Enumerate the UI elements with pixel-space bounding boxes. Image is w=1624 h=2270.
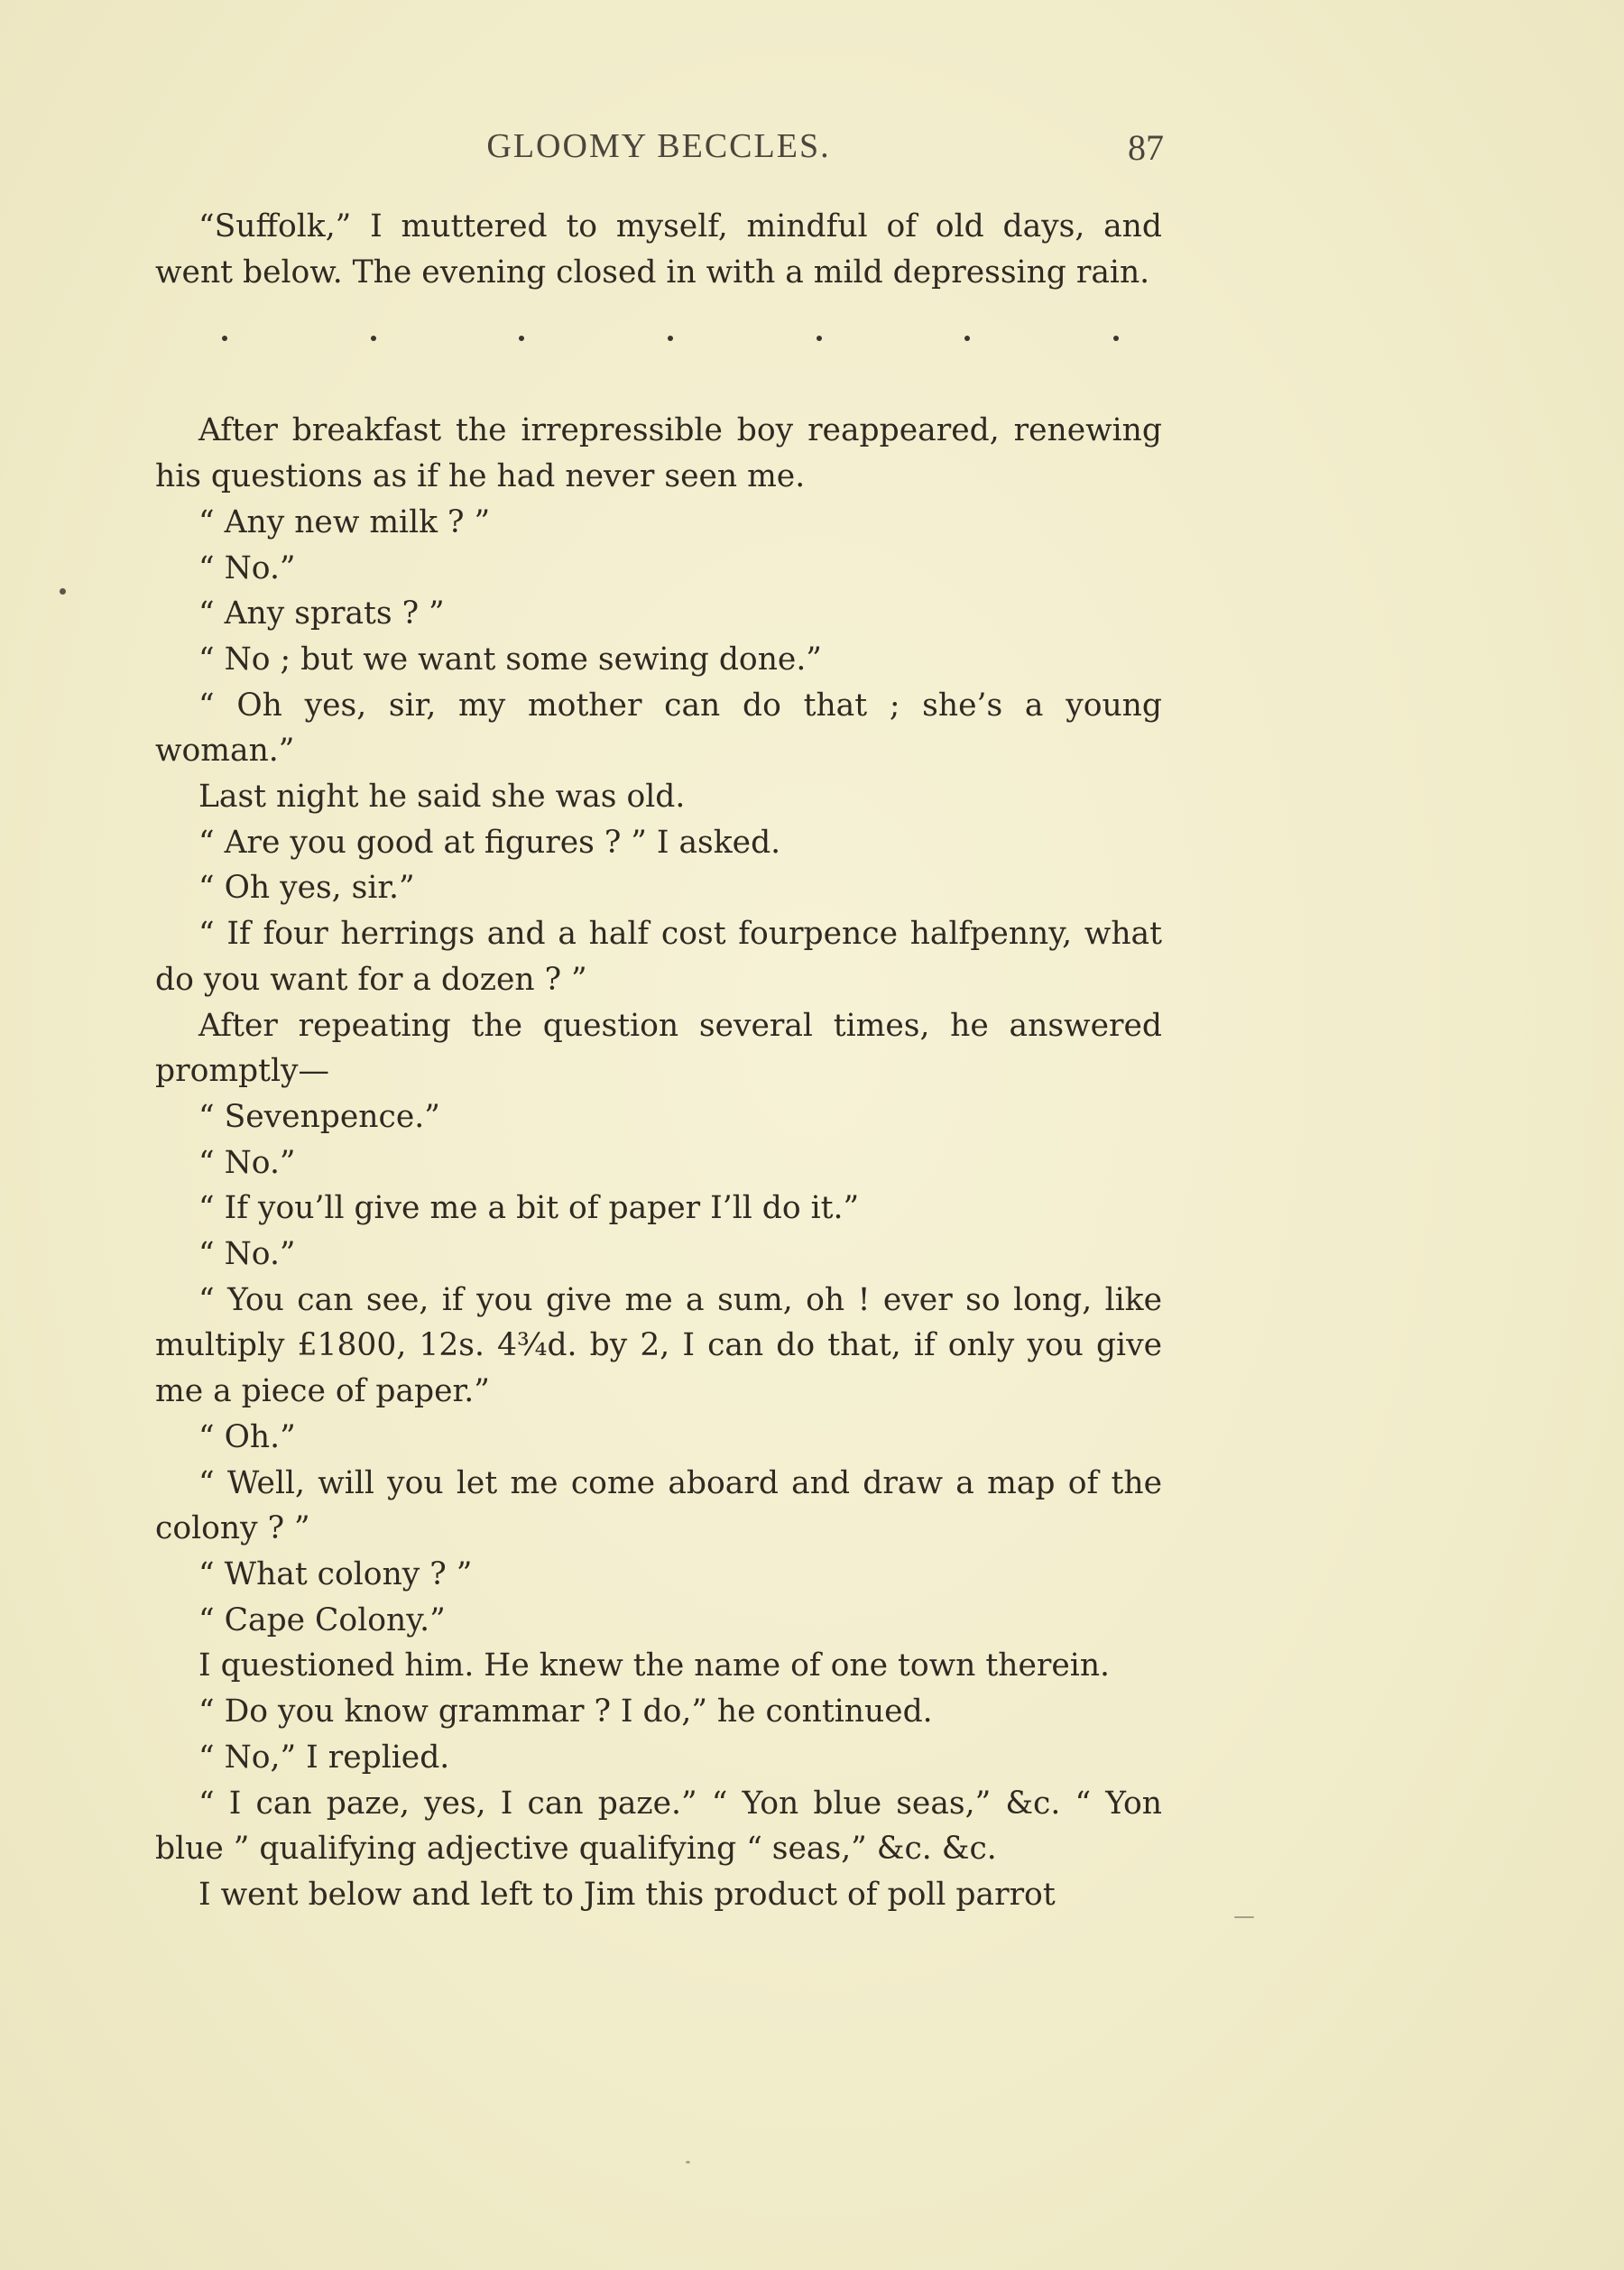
- paragraph: I questioned him. He knew the name of one town therein.: [198, 1647, 1111, 1684]
- paragraph: Last night he said she was old.: [198, 779, 686, 816]
- dialogue-line: “ If you’ll give me a bit of paper I’ll do it.”: [198, 1190, 860, 1227]
- dialogue-line: “ Oh.”: [198, 1418, 296, 1455]
- section-break: [155, 295, 1162, 381]
- page-number: 87: [1128, 127, 1164, 168]
- break-dot: [222, 336, 227, 341]
- dialogue-line: “ Do you know grammar ? I do,” he continued.: [198, 1693, 933, 1730]
- break-dot: [964, 336, 970, 341]
- dialogue-line: “ No.”: [198, 549, 296, 586]
- dialogue-line: “ Cape Colony.”: [198, 1601, 446, 1638]
- paragraph: After repeating the question several times, he answered promptly—: [155, 1007, 1162, 1090]
- dialogue-line: “ Are you good at figures ? ” I asked.: [198, 824, 781, 861]
- paragraph: “Suffolk,” I muttered to myself, mindful of old days, and went below. The evening closed in with a mild depressing rain.: [155, 208, 1162, 291]
- break-dot: [519, 336, 524, 341]
- running-title: GLOOMY BECCLES.: [486, 127, 831, 165]
- paragraph: After breakfast the irrepressible boy reappeared, renewing his questions as if he had never seen me.: [155, 412, 1162, 495]
- dialogue-line: “ Oh yes, sir, my mother can do that ; she’s a young woman.”: [155, 687, 1162, 770]
- spacer: [155, 381, 1162, 408]
- break-dot: [817, 336, 822, 341]
- dialogue-line: “ Oh yes, sir.”: [198, 870, 415, 907]
- dialogue-line: “ You can see, if you give me a sum, oh ! ever so long, like multiply £1800, 12s. 4¾d. by 2, I can do that, if only you give me a piece of paper.”: [155, 1281, 1162, 1410]
- dialogue-line: “ Any new milk ? ”: [198, 503, 491, 540]
- paper-speck: [686, 2161, 690, 2164]
- paragraph: I went below and left to Jim this product of poll parrot: [198, 1876, 1056, 1913]
- dialogue-line: “ What colony ? ”: [198, 1555, 473, 1592]
- dialogue-line: “ No ; but we want some sewing done.”: [198, 641, 822, 678]
- dialogue-line: “ I can paze, yes, I can paze.” “ Yon blue seas,” &c. “ Yon blue ” qualifying adjective qualifying “ seas,” &c. &c.: [155, 1785, 1162, 1868]
- body-text: [155, 204, 1162, 1918]
- dialogue-line: “ If four herrings and a half cost fourpence halfpenny, what do you want for a dozen ? ”: [155, 916, 1162, 998]
- running-head: [153, 126, 1164, 180]
- dialogue-line: “ No,” I replied.: [198, 1739, 450, 1776]
- dialogue-line: “ No.”: [198, 1144, 296, 1181]
- dialogue-line: “ Well, will you let me come aboard and draw a map of the colony ? ”: [155, 1464, 1162, 1547]
- dialogue-line: “ Any sprats ? ”: [198, 595, 445, 632]
- break-dot: [668, 336, 673, 341]
- paper-speck: [1234, 1916, 1254, 1918]
- paper-speck: [60, 588, 66, 595]
- break-dot: [1113, 336, 1119, 341]
- dialogue-line: “ No.”: [198, 1236, 296, 1273]
- break-dot: [371, 336, 376, 341]
- dialogue-line: “ Sevenpence.”: [198, 1098, 440, 1135]
